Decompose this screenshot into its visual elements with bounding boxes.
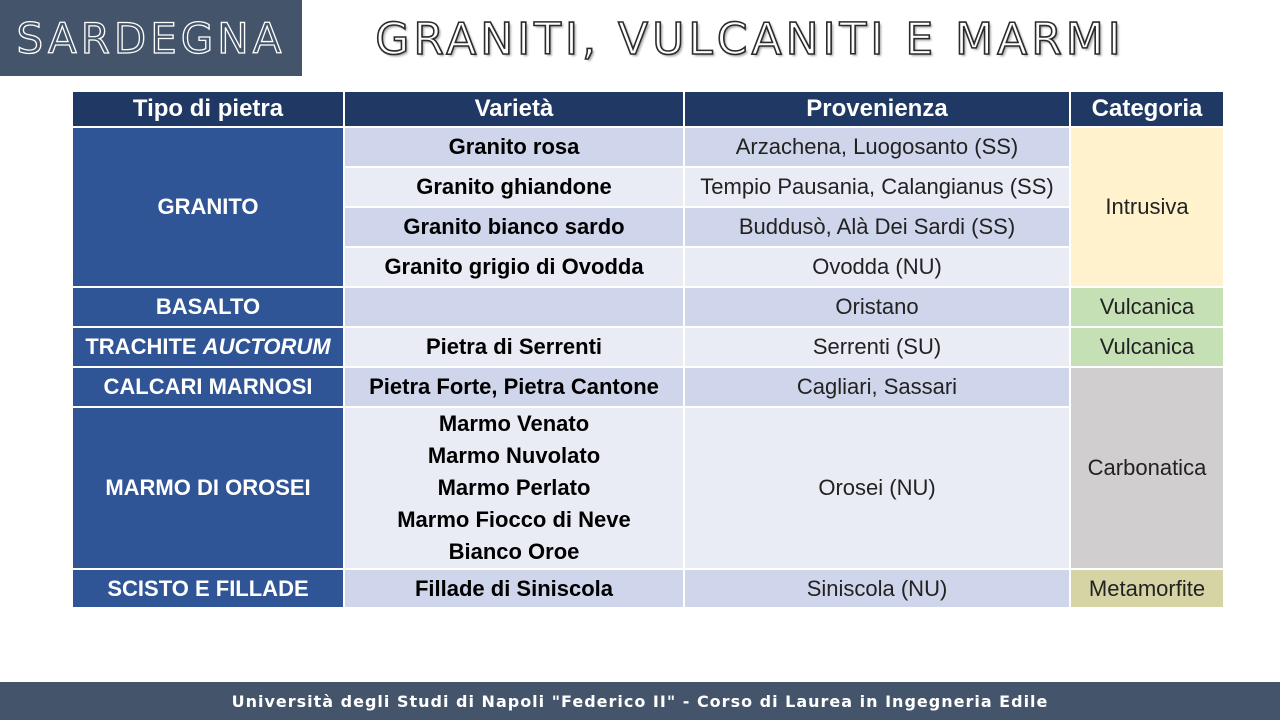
stones-table [71,90,1225,609]
origin-cell: Oristano [684,287,1070,327]
category-intrusiva: Intrusiva [1070,127,1224,287]
origin-cell: Ovodda (NU) [684,247,1070,287]
column-header-category: Categoria [1070,91,1224,127]
variety-cell: Pietra Forte, Pietra Cantone [344,367,684,407]
variety-cell [344,287,684,327]
stone-type-granito: GRANITO [72,127,344,287]
column-header-type: Tipo di pietra [72,91,344,127]
footer-text: Università degli Studi di Napoli "Federico II" - Corso di Laurea in Ingegneria Edile [231,691,1049,711]
table-row [72,367,1224,407]
category-vulcanica: Vulcanica [1070,287,1224,327]
trachite-label: TRACHITE [85,334,197,359]
stone-type-trachite [72,327,344,367]
variety-cell: Granito ghiandone [344,167,684,207]
stone-type-calcari: CALCARI MARNOSI [72,367,344,407]
trachite-italic-label: AUCTORUM [202,334,331,359]
table-row [72,407,1224,569]
marble-variety-list [344,407,684,569]
slide-title: GRANITI, VULCANITI E MARMI [375,14,1125,65]
origin-cell: Serrenti (SU) [684,327,1070,367]
table-header-row [72,91,1224,127]
variety-cell: Granito grigio di Ovodda [344,247,684,287]
table-row [72,127,1224,167]
marble-variety: Marmo Venato [438,411,590,436]
marble-variety: Marmo Perlato [437,475,591,500]
column-header-origin: Provenienza [684,91,1070,127]
marble-variety: Marmo Nuvolato [427,443,601,468]
origin-cell: Cagliari, Sassari [684,367,1070,407]
origin-cell: Buddusò, Alà Dei Sardi (SS) [684,207,1070,247]
marble-variety: Marmo Fiocco di Neve [397,507,631,532]
marble-variety: Bianco Oroe [448,539,580,564]
variety-cell: Granito bianco sardo [344,207,684,247]
table-row [72,327,1224,367]
table-row [72,569,1224,608]
variety-cell: Fillade di Siniscola [344,569,684,608]
origin-cell: Orosei (NU) [684,407,1070,569]
category-metamorfite: Metamorfite [1070,569,1224,608]
origin-cell: Arzachena, Luogosanto (SS) [684,127,1070,167]
stone-type-marmo: MARMO DI OROSEI [72,407,344,569]
column-header-variety: Varietà [344,91,684,127]
table-row [72,287,1224,327]
category-carbonatica: Carbonatica [1070,367,1224,569]
stone-type-basalto: BASALTO [72,287,344,327]
region-badge [0,0,302,76]
origin-cell: Tempio Pausania, Calangianus (SS) [684,167,1070,207]
variety-cell: Granito rosa [344,127,684,167]
stone-type-scisto: SCISTO E FILLADE [72,569,344,608]
footer-bar [0,682,1280,720]
origin-cell: Siniscola (NU) [684,569,1070,608]
region-label: SARDEGNA [16,13,286,63]
category-vulcanica: Vulcanica [1070,327,1224,367]
variety-cell: Pietra di Serrenti [344,327,684,367]
